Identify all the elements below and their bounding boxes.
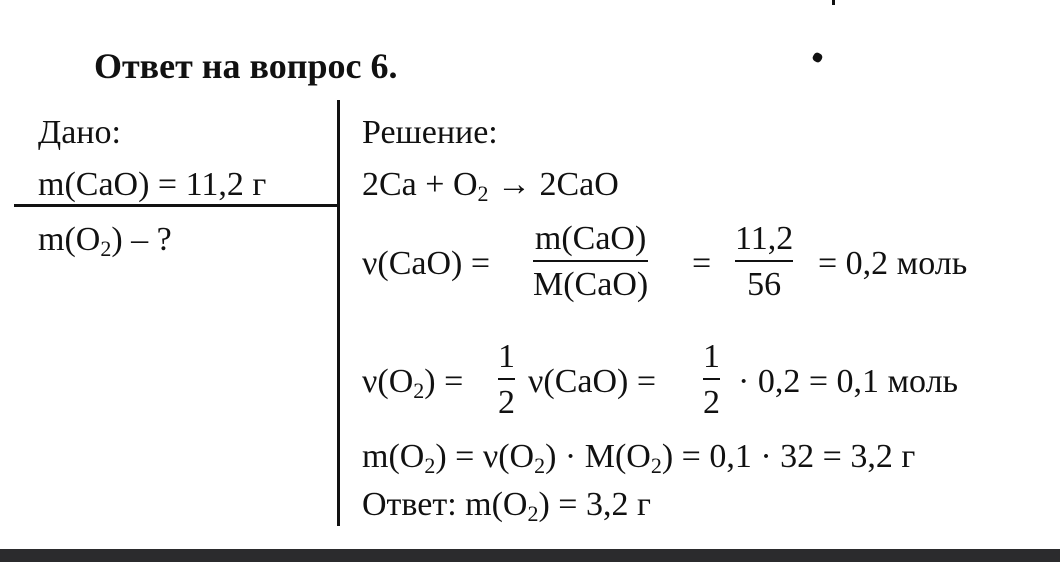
fraction-numerator: m(CaO) [534,220,647,257]
nu-o2-left [362,365,463,402]
reaction-sub: 2 [477,181,489,206]
fraction-bar [533,260,648,262]
reaction-left: 2Ca + O [362,166,478,203]
scan-speck-top [832,0,835,5]
bottom-bar [0,549,1060,562]
half-numerator-2: 1 [703,338,720,375]
mass-o2-line [362,440,915,477]
mass-o2-d: ) = 0,1 · 32 = 3,2 г [661,438,916,475]
fraction-denominator: M(CaO) [533,266,649,303]
half-fraction-2 [703,340,720,420]
half-numerator: 1 [498,338,515,375]
nu-o2-sub: 2 [413,378,425,403]
half-fraction-1 [498,340,515,420]
given-mass-cao: m(CaO) = 11,2 г [38,166,267,203]
nu-o2-result: · 0,2 = 0,1 моль [738,363,959,400]
nu-cao-result: = 0,2 моль [818,245,968,282]
mass-o2-c: ) · M(O [545,438,651,475]
column-divider [337,100,340,526]
given-unknown-suffix: ) – ? [111,221,172,258]
answer-b: ) = 3,2 г [538,486,651,523]
nu-cao-left: ν(CaO) = [362,245,491,282]
fraction-value-numerator: 11,2 [735,220,794,257]
equals-sign: = [692,245,712,282]
half-denominator: 2 [498,384,515,421]
reaction-right: → 2CaO [488,166,619,203]
mass-o2-sub-2: 2 [534,453,546,478]
reaction-equation [362,168,619,205]
half-bar [498,378,515,380]
mass-o2-sub-3: 2 [650,453,662,478]
given-divider [14,204,340,207]
fraction-mass-molar [533,222,648,302]
mass-o2-sub-1: 2 [424,453,436,478]
answer-sub: 2 [527,501,539,526]
mass-o2-b: ) = ν(O [435,438,535,475]
nu-o2-suffix: ) = [424,363,464,400]
answer-line [362,488,651,525]
fraction-value-bar [735,260,793,262]
solution-label: Решение: [362,114,498,151]
page-title: Ответ на вопрос 6. [94,46,398,86]
given-unknown-sub: 2 [100,236,112,261]
given-label: Дано: [38,114,121,151]
answer-a: Ответ: m(O [362,486,528,523]
given-unknown-prefix: m(O [38,221,101,258]
mass-o2-a: m(O [362,438,425,475]
half-denominator-2: 2 [703,384,720,421]
given-unknown [38,223,172,260]
fraction-values [735,222,793,302]
nu-o2-mid: ν(CaO) = [528,363,657,400]
half-bar-2 [703,378,720,380]
nu-o2-prefix: ν(O [362,363,414,400]
fraction-value-denominator: 56 [747,266,782,303]
scan-speck [811,51,823,63]
